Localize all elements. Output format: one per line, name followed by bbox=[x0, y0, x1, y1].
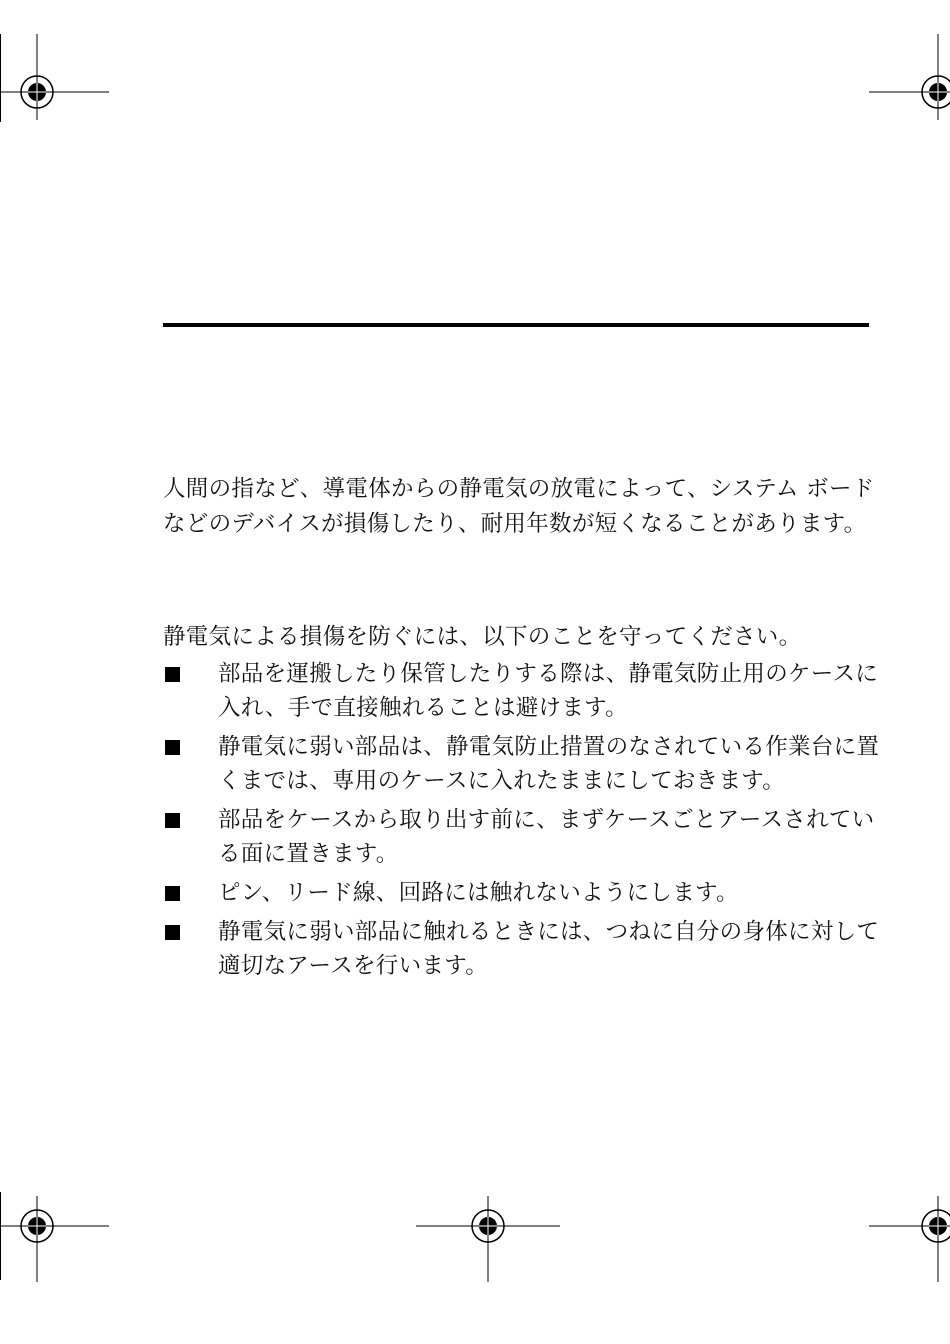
section-rule bbox=[163, 323, 869, 327]
prevention-list bbox=[163, 657, 883, 988]
prevention-lead: 静電気による損傷を防ぐには、以下のことを守ってください。 bbox=[163, 624, 802, 650]
square-bullet-icon bbox=[165, 813, 180, 828]
square-bullet-icon bbox=[165, 886, 180, 901]
list-item-line-2: る面に置きます。 bbox=[218, 841, 399, 867]
list-item-line-2: 入れ、手で直接触れることは避けます。 bbox=[218, 695, 628, 721]
intro-paragraph bbox=[163, 472, 883, 542]
list-item-line-1: 部品を運搬したり保管したりする際は、静電気防止用のケースに bbox=[218, 661, 879, 687]
registration-target-icon bbox=[938, 92, 939, 93]
registration-target-icon bbox=[37, 1226, 38, 1227]
list-item bbox=[163, 803, 883, 871]
list-item-line-1: 静電気に弱い部品に触れるときには、つねに自分の身体に対して bbox=[218, 919, 880, 945]
list-item bbox=[163, 657, 883, 725]
intro-line-2: などのデバイスが損傷したり、耐用年数が短くなることがあります。 bbox=[163, 511, 867, 537]
registration-target-icon bbox=[488, 1226, 489, 1227]
registration-target-icon bbox=[37, 92, 38, 93]
intro-line-1: 人間の指など、導電体からの静電気の放電によって、システム ボード bbox=[163, 476, 875, 502]
square-bullet-icon bbox=[165, 667, 180, 682]
crop-line-icon bbox=[0, 34, 1, 35]
list-item bbox=[163, 915, 883, 983]
list-item-line-2: 適切なアースを行います。 bbox=[218, 953, 489, 979]
registration-target-icon bbox=[938, 1226, 939, 1227]
list-item bbox=[163, 876, 883, 910]
square-bullet-icon bbox=[165, 925, 180, 940]
list-item-line-1: ピン、リード線、回路には触れないようにします。 bbox=[218, 880, 739, 906]
list-item-line-1: 静電気に弱い部品は、静電気防止措置のなされている作業台に置 bbox=[218, 734, 880, 760]
list-item-line-1: 部品をケースから取り出す前に、まずケースごとアースされてい bbox=[218, 807, 875, 833]
crop-line-icon bbox=[0, 1192, 1, 1193]
list-item bbox=[163, 730, 883, 798]
square-bullet-icon bbox=[165, 740, 180, 755]
list-item-line-2: くまでは、専用のケースに入れたままにしておきます。 bbox=[218, 768, 786, 794]
